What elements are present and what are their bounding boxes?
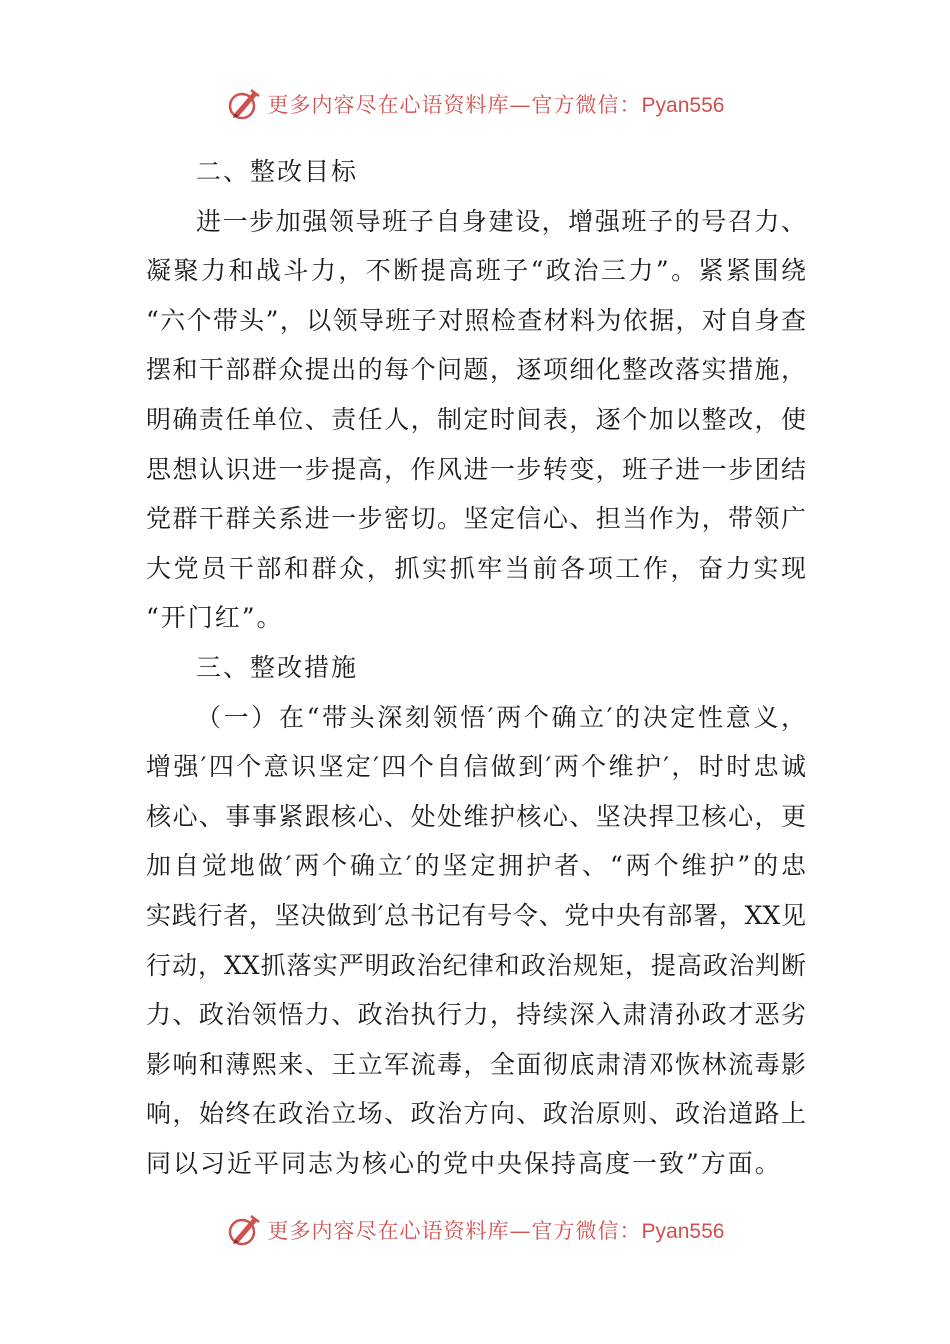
paragraph-line: “开门红”。 — [146, 603, 284, 633]
paragraph-line: 大党员干部和群众，抓实抓牢当前各项工作，奋力实现 — [146, 553, 806, 583]
paragraph-line: 党群干群关系进一步密切。坚定信心、担当作为，带领广 — [146, 504, 806, 534]
paragraph-line: （一）在“带头深刻领悟′两个确立′的决定性意义， — [196, 702, 806, 732]
pen-logo-icon — [226, 1212, 262, 1248]
paragraph-line: 影响和薄熙来、王立军流毒，全面彻底肃清邓恢林流毒影 — [146, 1049, 806, 1079]
paragraph-line: 核心、事事紧跟核心、处处维护核心、坚决捍卫核心，更 — [146, 801, 806, 831]
paragraph-line: 行动，XX抓落实严明政治纪律和政治规矩，提高政治判断 — [146, 950, 806, 980]
pen-logo-icon — [226, 86, 262, 122]
paragraph-line: 加自觉地做′两个确立′的坚定拥护者、“两个维护”的忠 — [146, 851, 806, 881]
paragraph-line: 摆和干部群众提出的每个问题，逐项细化整改落实措施， — [146, 355, 806, 385]
watermark-text: 更多内容尽在心语资料库—官方微信：Pyan556 — [267, 93, 725, 117]
paragraph-line: 思想认识进一步提高，作风进一步转变，班子进一步团结 — [146, 454, 806, 484]
section-heading-goal: 二、整改目标 — [196, 157, 359, 186]
paragraph-line: “六个带头”，以领导班子对照检查材料为依据，对自身查 — [146, 305, 806, 335]
section-heading-measures: 三、整改措施 — [196, 652, 359, 682]
paragraph-line: 进一步加强领导班子自身建设，增强班子的号召力、 — [196, 206, 806, 236]
paragraph-line: 明确责任单位、责任人，制定时间表，逐个加以整改，使 — [146, 404, 806, 434]
watermark-text: 更多内容尽在心语资料库—官方微信：Pyan556 — [267, 1219, 725, 1243]
paragraph-line: 同以习近平同志为核心的党中央保持高度一致”方面。 — [146, 1148, 782, 1178]
paragraph-line: 响，始终在政治立场、政治方向、政治原则、政治道路上 — [146, 1099, 806, 1129]
paragraph-line: 力、政治领悟力、政治执行力，持续深入肃清孙政才恶劣 — [146, 1000, 806, 1030]
watermark-footer — [0, 1208, 950, 1252]
paragraph-line: 实践行者，坚决做到′总书记有号令、党中央有部署，XX见 — [146, 900, 806, 930]
watermark-header — [0, 82, 950, 126]
document-body — [146, 147, 806, 1188]
paragraph-line: 增强′四个意识坚定′四个自信做到′两个维护′，时时忠诚 — [146, 752, 806, 782]
paragraph-line: 凝聚力和战斗力，不断提高班子“政治三力”。紧紧围绕 — [146, 256, 806, 286]
